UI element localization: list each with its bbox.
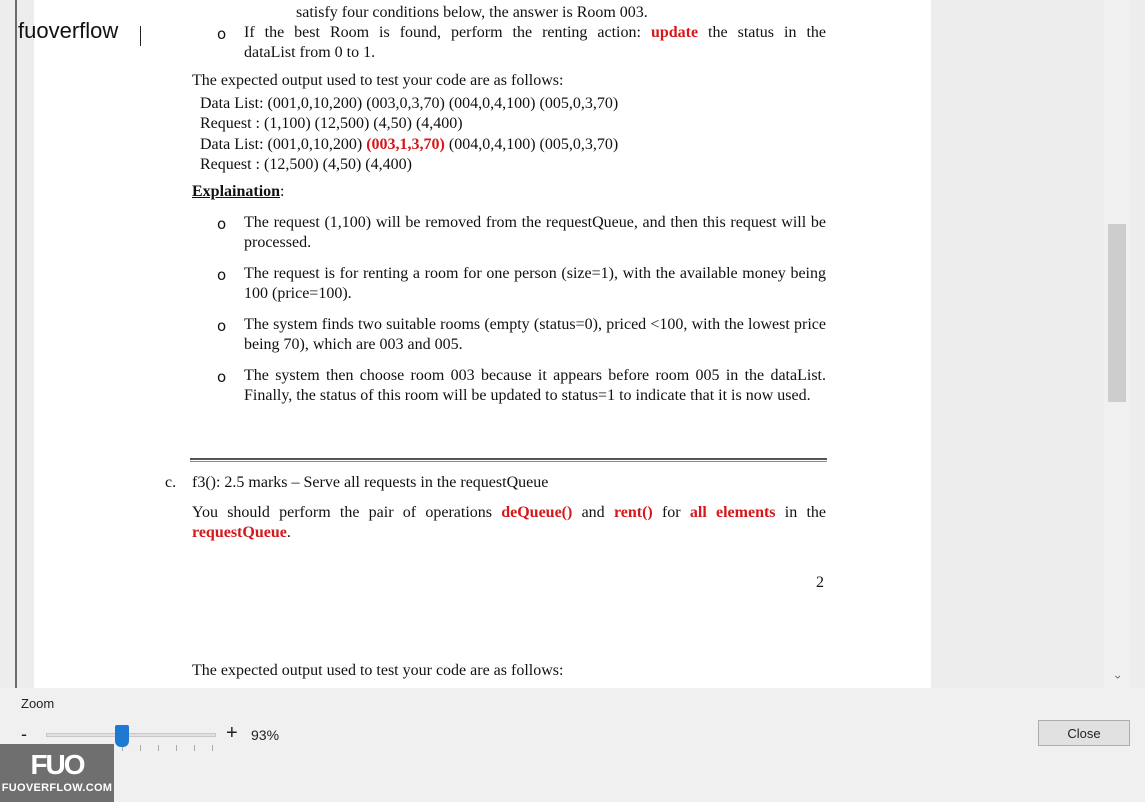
fuoverflow-logo (0, 744, 114, 802)
logo-mark: FUO (30, 749, 84, 780)
data-list-2: Data List: (001,0,10,200) (003,1,3,70) (004,0,4,100) (005,0,3,70) (200, 136, 619, 153)
scroll-down-icon[interactable]: ‹ (1110, 675, 1124, 679)
explanation-item: The request (1,100) will be removed from the requestQueue, and then this request will be processed. (244, 214, 826, 251)
zoom-label: Zoom (21, 696, 55, 711)
explanation-item: The system finds two suitable rooms (empty (status=0), priced <100, with the lowest price being 70), which are 003 and 005. (244, 316, 826, 353)
perform-paragraph: You should perform the pair of operations deQueue() and rent() for all elements in the requestQueue. (192, 504, 827, 541)
zoom-slider-handle[interactable] (115, 725, 129, 747)
slider-tick (176, 745, 177, 751)
explanation-item: The request is for renting a room for one person (size=1), with the available money being 100 (price=100). (244, 265, 826, 302)
scrollbar-thumb[interactable] (1108, 224, 1126, 402)
request-2: Request : (12,500) (4,50) (4,400) (200, 156, 412, 173)
bullet-marker: o (217, 317, 227, 335)
slider-tick (140, 745, 141, 751)
bullet-marker: o (217, 368, 227, 386)
bullet-marker: o (217, 215, 227, 233)
zoom-in-button[interactable]: + (226, 722, 238, 744)
explanation-item: The system then choose room 003 because it appears before room 005 in the dataList. Finally, the status of this room will be updated to status=1 to indicate that it is now used. (244, 367, 826, 404)
data-list-1: Data List: (001,0,10,200) (003,0,3,70) (004,0,4,100) (005,0,3,70) (200, 95, 619, 112)
slider-tick (194, 745, 195, 751)
zoom-out-button[interactable]: - (21, 724, 27, 744)
section-divider (190, 458, 827, 462)
section-letter: c. (165, 474, 177, 491)
logo-text: FUOVERFLOW.COM (1, 782, 113, 794)
request-1: Request : (1,100) (12,500) (4,50) (4,400) (200, 115, 463, 132)
doc-line-found: If the best Room is found, perform the renting action: update the status in the (244, 24, 827, 41)
vertical-scrollbar[interactable] (1104, 0, 1130, 688)
expected-heading: The expected output used to test your code are as follows: (192, 72, 564, 89)
close-button[interactable]: Close (1038, 720, 1130, 746)
watermark-text: fuoverflow (18, 18, 119, 43)
bullet-marker: o (217, 25, 227, 43)
doc-line-top: satisfy four conditions below, the answer is Room 003. (296, 4, 648, 21)
zoom-value: 93% (251, 727, 280, 743)
expected-heading-2: The expected output used to test your code are as follows: (192, 662, 564, 679)
section-title: f3(): 2.5 marks – Serve all requests in the requestQueue (192, 474, 549, 491)
zoom-slider-track[interactable] (46, 733, 216, 737)
explanation-title: Explaination: (192, 183, 285, 200)
viewer-left-border (15, 0, 17, 688)
bullet-marker: o (217, 266, 227, 284)
page-number: 2 (816, 574, 824, 591)
document-page (34, 0, 931, 688)
text-cursor (140, 26, 141, 46)
slider-tick (158, 745, 159, 751)
doc-line-found-2: dataList from 0 to 1. (244, 44, 376, 61)
slider-tick (212, 745, 213, 751)
